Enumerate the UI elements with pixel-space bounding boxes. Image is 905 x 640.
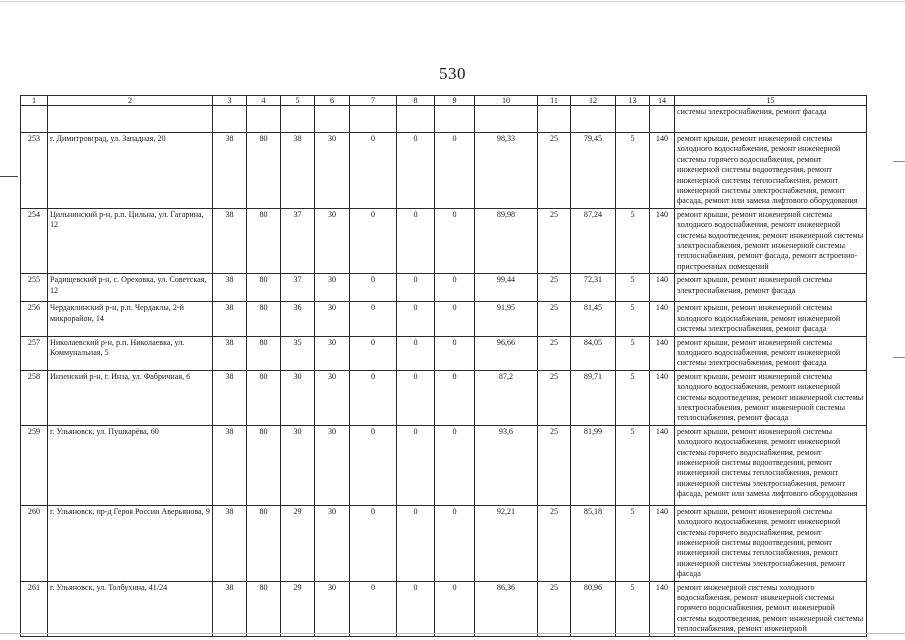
- value-cell: 25: [538, 208, 571, 273]
- works-cell: ремонт крыши, ремонт инженерной системы холодного водоснабжения, ремонт инженерной системы горячего водоснабжения, ремонт инженерной системы водоотведения, ремонт инженерной системы теплоснабжения, ремонт инженерной системы электроснабжения, ремонт фасада: [675, 505, 867, 581]
- address-cell: г. Ульяновск, пр-д Героя России Аверьянова, 9: [48, 505, 213, 581]
- value-cell: 29: [281, 505, 315, 581]
- value-cell: 89,98: [475, 208, 538, 273]
- value-cell: 25: [538, 336, 571, 370]
- empty-cell: [435, 106, 475, 133]
- value-cell: 30: [281, 425, 315, 505]
- value-cell: 0: [397, 581, 435, 636]
- value-cell: 5: [616, 581, 650, 636]
- top-scan-rule: [0, 1, 905, 2]
- works-cell: ремонт крыши, ремонт инженерной системы электроснабжения, ремонт фасада: [675, 274, 867, 302]
- value-cell: 80,96: [571, 581, 616, 636]
- row-number-cell: 256: [21, 302, 48, 336]
- margin-edge-mark: [0, 176, 18, 177]
- value-cell: 25: [538, 274, 571, 302]
- value-cell: 5: [616, 336, 650, 370]
- row-number-cell: 255: [21, 274, 48, 302]
- value-cell: 87,24: [571, 208, 616, 273]
- empty-cell: [21, 106, 48, 133]
- value-cell: 0: [397, 208, 435, 273]
- row-number-cell: 258: [21, 370, 48, 425]
- value-cell: 30: [315, 336, 350, 370]
- value-cell: 5: [616, 133, 650, 209]
- row-number-cell: 260: [21, 505, 48, 581]
- row-number-cell: 259: [21, 425, 48, 505]
- empty-cell: [213, 106, 247, 133]
- value-cell: 0: [435, 302, 475, 336]
- value-cell: 0: [350, 133, 397, 209]
- works-cell: ремонт крыши, ремонт инженерной системы холодного водоснабжения, ремонт инженерной системы горячего водоснабжения, ремонт инженерной системы водоотведения, ремонт инженерной системы теплоснабжения, ремонт инженерной системы электроснабжения, ремонт фасада, ремонт или замена лифтового оборудования: [675, 133, 867, 209]
- right-margin-mark: [893, 357, 905, 358]
- table-row: [21, 302, 867, 336]
- value-cell: 96,66: [475, 336, 538, 370]
- value-cell: 5: [616, 370, 650, 425]
- address-cell: Радищевский р-н, с. Ореховка, ул. Советская, 12: [48, 274, 213, 302]
- column-number-header-row: [21, 96, 867, 106]
- value-cell: 140: [650, 208, 675, 273]
- value-cell: 38: [213, 302, 247, 336]
- value-cell: 0: [350, 208, 397, 273]
- value-cell: 38: [213, 274, 247, 302]
- value-cell: 91,95: [475, 302, 538, 336]
- column-number-cell: 5: [281, 96, 315, 106]
- value-cell: 140: [650, 581, 675, 636]
- address-cell: Инзенский р-н, г. Инза, ул. Фабричная, 6: [48, 370, 213, 425]
- value-cell: 0: [435, 370, 475, 425]
- value-cell: 25: [538, 505, 571, 581]
- address-cell: Николаевский р-н, р.п. Николаевка, ул. Коммунальная, 5: [48, 336, 213, 370]
- empty-cell: [475, 106, 538, 133]
- value-cell: 84,05: [571, 336, 616, 370]
- table-row: [21, 274, 867, 302]
- column-number-cell: 6: [315, 96, 350, 106]
- value-cell: 0: [397, 370, 435, 425]
- row-number-cell: 261: [21, 581, 48, 636]
- works-cell: ремонт крыши, ремонт инженерной системы холодного водоснабжения, ремонт инженерной системы электроснабжения, ремонт фасада: [675, 336, 867, 370]
- row-number-cell: 253: [21, 133, 48, 209]
- value-cell: 0: [397, 274, 435, 302]
- empty-cell: [650, 106, 675, 133]
- column-number-cell: 14: [650, 96, 675, 106]
- table-body: [21, 96, 867, 637]
- value-cell: 37: [281, 208, 315, 273]
- bottom-scan-rule: [0, 633, 905, 634]
- row-number-cell: 254: [21, 208, 48, 273]
- value-cell: 85,18: [571, 505, 616, 581]
- column-number-cell: 9: [435, 96, 475, 106]
- column-number-cell: 15: [675, 96, 867, 106]
- empty-cell: [247, 106, 281, 133]
- value-cell: 80: [247, 302, 281, 336]
- value-cell: 38: [213, 581, 247, 636]
- value-cell: 80: [247, 274, 281, 302]
- value-cell: 38: [213, 133, 247, 209]
- value-cell: 80: [247, 336, 281, 370]
- value-cell: 38: [213, 505, 247, 581]
- value-cell: 0: [350, 274, 397, 302]
- column-number-cell: 2: [48, 96, 213, 106]
- table-row: [21, 336, 867, 370]
- column-number-cell: 3: [213, 96, 247, 106]
- value-cell: 0: [435, 425, 475, 505]
- value-cell: 0: [350, 302, 397, 336]
- value-cell: 140: [650, 336, 675, 370]
- table-row: [21, 505, 867, 581]
- value-cell: 0: [397, 425, 435, 505]
- empty-cell: [538, 106, 571, 133]
- value-cell: 30: [315, 302, 350, 336]
- value-cell: 80: [247, 208, 281, 273]
- value-cell: 99,44: [475, 274, 538, 302]
- value-cell: 140: [650, 370, 675, 425]
- value-cell: 0: [350, 336, 397, 370]
- value-cell: 30: [315, 370, 350, 425]
- column-number-cell: 13: [616, 96, 650, 106]
- value-cell: 0: [435, 505, 475, 581]
- value-cell: 140: [650, 505, 675, 581]
- value-cell: 81,45: [571, 302, 616, 336]
- value-cell: 25: [538, 581, 571, 636]
- column-number-cell: 7: [350, 96, 397, 106]
- value-cell: 0: [397, 336, 435, 370]
- value-cell: 38: [213, 336, 247, 370]
- value-cell: 79,45: [571, 133, 616, 209]
- value-cell: 0: [350, 505, 397, 581]
- value-cell: 30: [315, 505, 350, 581]
- value-cell: 30: [315, 208, 350, 273]
- column-number-cell: 10: [475, 96, 538, 106]
- value-cell: 80: [247, 581, 281, 636]
- value-cell: 38: [213, 370, 247, 425]
- value-cell: 80: [247, 370, 281, 425]
- works-cell: ремонт крыши, ремонт инженерной системы холодного водоснабжения, ремонт инженерной системы электроснабжения, ремонт фасада: [675, 302, 867, 336]
- value-cell: 140: [650, 274, 675, 302]
- table-row: [21, 425, 867, 505]
- address-cell: Цильнинский р-н, р.п. Цильна, ул. Гагарина, 12: [48, 208, 213, 273]
- value-cell: 30: [315, 425, 350, 505]
- column-number-cell: 12: [571, 96, 616, 106]
- works-cell: ремонт крыши, ремонт инженерной системы холодного водоснабжения, ремонт инженерной системы горячего водоснабжения, ремонт инженерной системы водоотведения, ремонт инженерной системы теплоснабжения, ремонт инженерной системы электроснабжения, ремонт фасада, ремонт или замена лифтового оборудования: [675, 425, 867, 505]
- address-cell: Чердаклинский р-н, р.п. Чердаклы, 2-й микрорайон, 14: [48, 302, 213, 336]
- value-cell: 5: [616, 505, 650, 581]
- continuation-works-cell: системы электроснабжения, ремонт фасада: [675, 106, 867, 133]
- table-row: [21, 370, 867, 425]
- value-cell: 0: [435, 208, 475, 273]
- value-cell: 38: [213, 208, 247, 273]
- page-number: 530: [439, 64, 466, 83]
- value-cell: 140: [650, 133, 675, 209]
- value-cell: 92,21: [475, 505, 538, 581]
- value-cell: 0: [435, 336, 475, 370]
- value-cell: 0: [435, 274, 475, 302]
- works-cell: ремонт крыши, ремонт инженерной системы холодного водоснабжения, ремонт инженерной системы водоотведения, ремонт инженерной системы электроснабжения, ремонт инженерной системы теплоснабжения, ремонт фасада, ремонт встроенно-пристроенных помещений: [675, 208, 867, 273]
- empty-cell: [350, 106, 397, 133]
- value-cell: 36: [281, 302, 315, 336]
- value-cell: 72,31: [571, 274, 616, 302]
- value-cell: 25: [538, 133, 571, 209]
- value-cell: 37: [281, 274, 315, 302]
- address-cell: г. Ульяновск, ул. Пушкарёва, 60: [48, 425, 213, 505]
- value-cell: 5: [616, 274, 650, 302]
- value-cell: 86,36: [475, 581, 538, 636]
- address-cell: г. Димитровград, ул. Западная, 20: [48, 133, 213, 209]
- value-cell: 140: [650, 425, 675, 505]
- works-cell: ремонт крыши, ремонт инженерной системы холодного водоснабжения, ремонт инженерной системы водоотведения, ремонт инженерной системы электроснабжения, ремонт инженерной системы теплоснабжения, ремонт фасада: [675, 370, 867, 425]
- value-cell: 5: [616, 425, 650, 505]
- value-cell: 30: [315, 133, 350, 209]
- value-cell: 5: [616, 208, 650, 273]
- empty-cell: [397, 106, 435, 133]
- column-number-cell: 4: [247, 96, 281, 106]
- empty-cell: [315, 106, 350, 133]
- column-number-cell: 11: [538, 96, 571, 106]
- value-cell: 140: [650, 302, 675, 336]
- table-row: [21, 581, 867, 636]
- value-cell: 5: [616, 302, 650, 336]
- value-cell: 0: [435, 133, 475, 209]
- value-cell: 30: [315, 274, 350, 302]
- value-cell: 81,99: [571, 425, 616, 505]
- empty-cell: [48, 106, 213, 133]
- empty-cell: [281, 106, 315, 133]
- value-cell: 80: [247, 425, 281, 505]
- value-cell: 0: [350, 370, 397, 425]
- value-cell: 38: [281, 133, 315, 209]
- empty-cell: [571, 106, 616, 133]
- value-cell: 30: [315, 581, 350, 636]
- value-cell: 0: [397, 505, 435, 581]
- value-cell: 80: [247, 133, 281, 209]
- row-number-cell: 257: [21, 336, 48, 370]
- table-row: [21, 133, 867, 209]
- value-cell: 25: [538, 302, 571, 336]
- column-number-cell: 8: [397, 96, 435, 106]
- value-cell: 0: [435, 581, 475, 636]
- value-cell: 25: [538, 425, 571, 505]
- value-cell: 93,6: [475, 425, 538, 505]
- works-cell: ремонт инженерной системы холодного водоснабжения, ремонт инженерной системы горячего водоснабжения, ремонт инженерной системы водоотведения, ремонт инженерной системы теплоснабжения, ремонт инженерной: [675, 581, 867, 636]
- table-row: [21, 208, 867, 273]
- right-margin-mark: [893, 161, 905, 162]
- value-cell: 98,33: [475, 133, 538, 209]
- value-cell: 0: [350, 425, 397, 505]
- value-cell: 25: [538, 370, 571, 425]
- value-cell: 30: [281, 370, 315, 425]
- value-cell: 87,2: [475, 370, 538, 425]
- column-number-cell: 1: [21, 96, 48, 106]
- value-cell: 38: [213, 425, 247, 505]
- value-cell: 29: [281, 581, 315, 636]
- value-cell: 35: [281, 336, 315, 370]
- empty-cell: [616, 106, 650, 133]
- value-cell: 0: [397, 302, 435, 336]
- value-cell: 89,71: [571, 370, 616, 425]
- continuation-row: [21, 106, 867, 133]
- value-cell: 80: [247, 505, 281, 581]
- address-cell: г. Ульяновск, ул. Толбухина, 41/24: [48, 581, 213, 636]
- repair-registry-table: [20, 95, 867, 637]
- value-cell: 0: [350, 581, 397, 636]
- value-cell: 0: [397, 133, 435, 209]
